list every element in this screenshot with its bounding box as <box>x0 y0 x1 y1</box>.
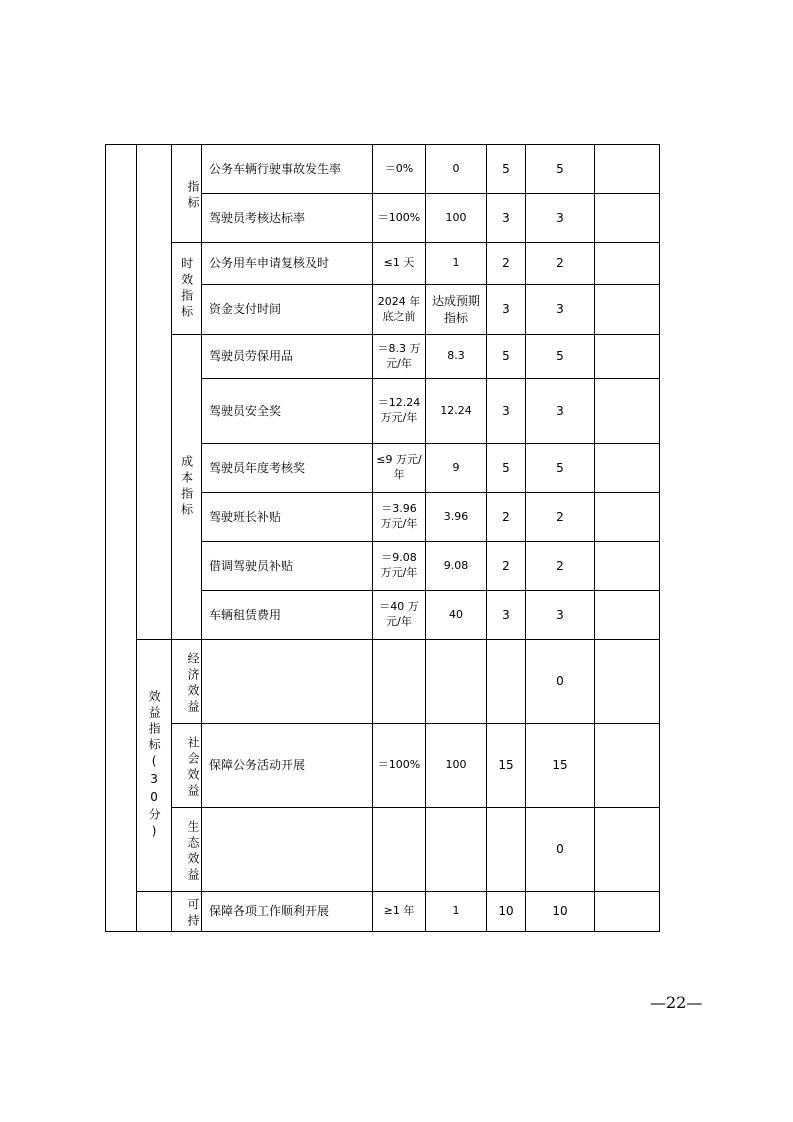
actual-value: 12.24 <box>426 379 487 444</box>
target-value: ≥1 年 <box>373 892 426 932</box>
score-value: 3 <box>526 194 595 243</box>
target-value: ＝0% <box>373 145 426 194</box>
score-value: 2 <box>526 243 595 285</box>
level1-cell-empty <box>106 145 137 932</box>
weight-value: 2 <box>487 243 526 285</box>
target-value: ＝9.08 万元/年 <box>373 542 426 591</box>
weight-value: 5 <box>487 335 526 379</box>
table-row <box>106 640 660 724</box>
target-value: ＝12.24 万元/年 <box>373 379 426 444</box>
target-value: ＝8.3 万元/年 <box>373 335 426 379</box>
table-row <box>106 808 660 892</box>
weight-value <box>487 640 526 724</box>
level3-label-jingji: 经济效益 <box>172 640 202 724</box>
weight-value <box>487 808 526 892</box>
actual-value: 9 <box>426 444 487 493</box>
score-value: 10 <box>526 892 595 932</box>
indicator-name: 车辆租赁费用 <box>202 591 373 640</box>
indicator-name: 驾驶班长补贴 <box>202 493 373 542</box>
actual-value: 100 <box>426 724 487 808</box>
actual-value <box>426 640 487 724</box>
weight-value: 5 <box>487 145 526 194</box>
score-value: 2 <box>526 542 595 591</box>
score-value: 2 <box>526 493 595 542</box>
indicator-name: 驾驶员年度考核奖 <box>202 444 373 493</box>
actual-value: 达成预期指标 <box>426 285 487 335</box>
weight-value: 3 <box>487 194 526 243</box>
indicator-name: 驾驶员安全奖 <box>202 379 373 444</box>
indicator-name: 公务用车申请复核及时 <box>202 243 373 285</box>
target-value: ＝100% <box>373 724 426 808</box>
note-cell <box>595 724 660 808</box>
target-value: 2024 年底之前 <box>373 285 426 335</box>
level2-cell-empty <box>137 145 172 640</box>
weight-value: 15 <box>487 724 526 808</box>
level2-label-xiaoyi: 效益指标(30分) <box>137 640 172 892</box>
level3-label-shengtai: 生态效益 <box>172 808 202 892</box>
level3-label-shehui: 社会效益 <box>172 724 202 808</box>
weight-value: 2 <box>487 493 526 542</box>
weight-value: 2 <box>487 542 526 591</box>
target-value: ＝100% <box>373 194 426 243</box>
actual-value: 0 <box>426 145 487 194</box>
score-value: 5 <box>526 444 595 493</box>
indicator-name <box>202 640 373 724</box>
weight-value: 3 <box>487 379 526 444</box>
note-cell <box>595 285 660 335</box>
score-value: 3 <box>526 591 595 640</box>
performance-indicator-table <box>105 144 660 932</box>
indicator-name: 保障各项工作顺利开展 <box>202 892 373 932</box>
indicator-name: 驾驶员考核达标率 <box>202 194 373 243</box>
score-value: 0 <box>526 808 595 892</box>
score-value: 5 <box>526 145 595 194</box>
indicator-name: 保障公务活动开展 <box>202 724 373 808</box>
actual-value: 40 <box>426 591 487 640</box>
table-row <box>106 243 660 285</box>
score-value: 0 <box>526 640 595 724</box>
page-number: —22— <box>650 993 703 1012</box>
level3-label-chengben: 成本指标 <box>172 335 202 640</box>
level3-label-kechi: 可持 <box>172 892 202 932</box>
actual-value: 1 <box>426 243 487 285</box>
note-cell <box>595 542 660 591</box>
note-cell <box>595 892 660 932</box>
note-cell <box>595 335 660 379</box>
actual-value: 3.96 <box>426 493 487 542</box>
target-value: ≤9 万元/年 <box>373 444 426 493</box>
score-value: 15 <box>526 724 595 808</box>
target-value: ≤1 天 <box>373 243 426 285</box>
level3-label-shixiao: 时效指标 <box>172 243 202 335</box>
weight-value: 5 <box>487 444 526 493</box>
note-cell <box>595 145 660 194</box>
indicator-name: 驾驶员劳保用品 <box>202 335 373 379</box>
table-row <box>106 892 660 932</box>
table-row <box>106 335 660 379</box>
level2-cell-empty <box>137 892 172 932</box>
weight-value: 3 <box>487 285 526 335</box>
score-value: 3 <box>526 285 595 335</box>
indicator-name: 公务车辆行驶事故发生率 <box>202 145 373 194</box>
table-row <box>106 145 660 194</box>
target-value: ＝3.96 万元/年 <box>373 493 426 542</box>
table-row <box>106 724 660 808</box>
note-cell <box>595 591 660 640</box>
score-value: 3 <box>526 379 595 444</box>
note-cell <box>595 379 660 444</box>
actual-value: 1 <box>426 892 487 932</box>
actual-value: 9.08 <box>426 542 487 591</box>
weight-value: 3 <box>487 591 526 640</box>
note-cell <box>595 493 660 542</box>
note-cell <box>595 243 660 285</box>
indicator-name: 借调驾驶员补贴 <box>202 542 373 591</box>
actual-value: 100 <box>426 194 487 243</box>
target-value <box>373 640 426 724</box>
target-value: ＝40 万元/年 <box>373 591 426 640</box>
actual-value <box>426 808 487 892</box>
note-cell <box>595 640 660 724</box>
indicator-name: 资金支付时间 <box>202 285 373 335</box>
actual-value: 8.3 <box>426 335 487 379</box>
weight-value: 10 <box>487 892 526 932</box>
note-cell <box>595 194 660 243</box>
level3-label-zhibiao: 指标 <box>172 145 202 243</box>
indicator-name <box>202 808 373 892</box>
target-value <box>373 808 426 892</box>
note-cell <box>595 808 660 892</box>
note-cell <box>595 444 660 493</box>
score-value: 5 <box>526 335 595 379</box>
